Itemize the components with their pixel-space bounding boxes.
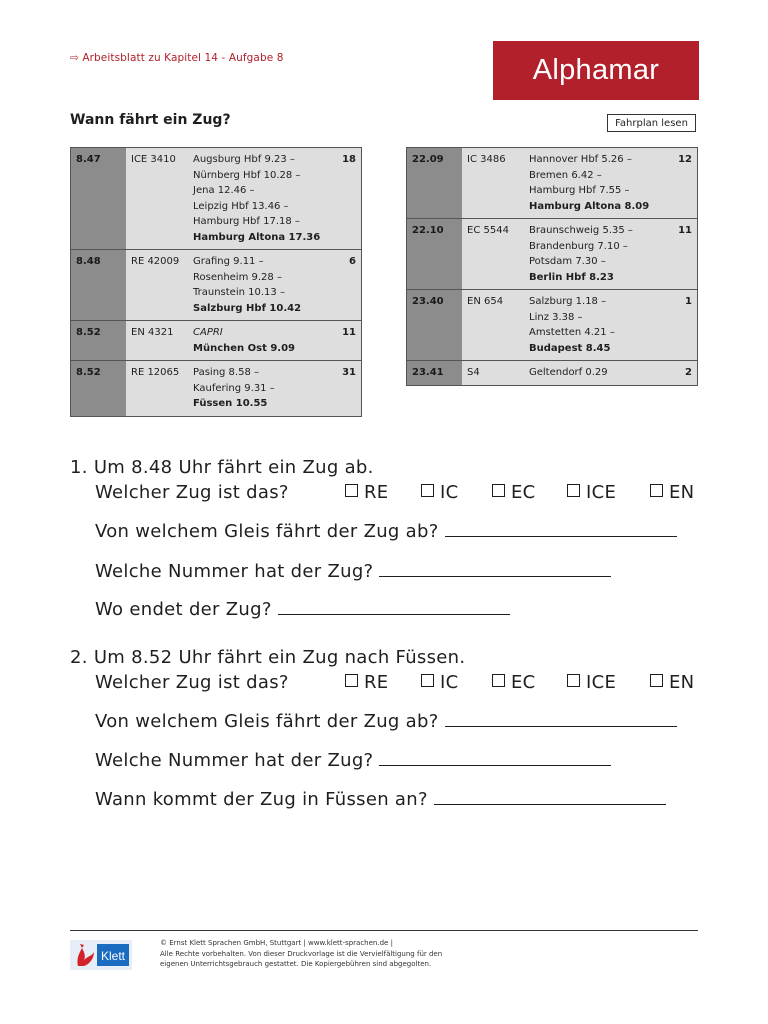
train-number: RE 42009 <box>126 250 188 321</box>
destination: Berlin Hbf 8.23 <box>529 271 614 283</box>
option-ic[interactable] <box>421 672 458 693</box>
stop: Hannover Hbf 5.26 – <box>529 154 632 165</box>
question-1-gleis-label: Von welchem Gleis fährt der Zug ab? <box>95 521 439 542</box>
option-label: EC <box>511 672 536 693</box>
timetable-row <box>71 361 362 417</box>
question-2-number: 2. <box>70 647 88 668</box>
timetable-right <box>406 147 698 386</box>
option-ic[interactable] <box>421 482 458 503</box>
stops <box>188 321 329 361</box>
checkbox-icon[interactable] <box>650 484 663 497</box>
destination: Hamburg Altona 17.36 <box>193 231 321 243</box>
stops <box>524 290 665 361</box>
departure-time: 23.41 <box>407 361 463 386</box>
stops <box>524 148 665 219</box>
departure-time: 8.48 <box>71 250 127 321</box>
option-label: RE <box>364 672 389 693</box>
stop: Amstetten 4.21 – <box>529 327 615 338</box>
question-2-gleis-row <box>95 710 677 732</box>
departure-time: 8.52 <box>71 321 127 361</box>
klett-logo-text: Klett <box>100 949 126 963</box>
option-label: EN <box>669 672 695 693</box>
stop: Hamburg Hbf 17.18 – <box>193 216 300 227</box>
stop: Jena 12.46 – <box>193 185 255 196</box>
question-2-last-label: Wann kommt der Zug in Füssen an? <box>95 789 428 810</box>
departure-time: 22.09 <box>407 148 463 219</box>
platform: 11 <box>665 219 698 290</box>
question-1-text: Um 8.48 Uhr fährt ein Zug ab. <box>93 457 374 478</box>
option-ec[interactable] <box>492 672 536 693</box>
departure-time: 22.10 <box>407 219 463 290</box>
option-label: RE <box>364 482 389 503</box>
question-2-nummer-answer[interactable] <box>379 749 611 766</box>
stop: Bremen 6.42 – <box>529 169 602 181</box>
platform: 12 <box>665 148 698 219</box>
option-en[interactable] <box>650 672 694 693</box>
footer-line-2: Alle Rechte vorbehalten. Von dieser Druckvorlage ist die Vervielfältigung für den <box>160 949 443 958</box>
question-2-gleis-answer[interactable] <box>445 710 677 727</box>
checkbox-icon[interactable] <box>650 674 663 687</box>
timetable-row <box>407 219 698 290</box>
footer-line-1: © Ernst Klett Sprachen GmbH, Stuttgart | www.klett-sprachen.de | <box>160 939 393 947</box>
stop: Salzburg 1.18 – <box>529 296 607 307</box>
checkbox-icon[interactable] <box>492 674 505 687</box>
option-label: IC <box>440 672 459 693</box>
train-number: ICE 3410 <box>126 148 188 250</box>
option-en[interactable] <box>650 482 694 503</box>
stop: Traunstein 10.13 – <box>193 287 285 298</box>
option-ice[interactable] <box>567 482 616 503</box>
option-ice[interactable] <box>567 672 616 693</box>
question-1-nummer-row <box>95 560 611 582</box>
stop: Pasing 8.58 – <box>193 367 260 378</box>
stop: Grafing 9.11 – <box>193 256 264 267</box>
destination: Füssen 10.55 <box>193 398 268 409</box>
train-number: RE 12065 <box>126 361 188 417</box>
departure-time: 8.52 <box>71 361 127 417</box>
question-1-number: 1. <box>70 457 88 478</box>
stop: Leipzig Hbf 13.46 – <box>193 200 289 212</box>
checkbox-icon[interactable] <box>567 674 580 687</box>
stops <box>188 361 329 417</box>
worksheet-reference: ⇨ Arbeitsblatt zu Kapitel 14 - Aufgabe 8 <box>70 52 284 64</box>
question-2-last-row <box>95 788 666 810</box>
option-ec[interactable] <box>492 482 536 503</box>
footer-line-3: eigenen Unterrichtsgebrauch gestattet. Die Kopiergebühren sind abgegolten. <box>160 960 432 968</box>
timetable-row <box>407 361 698 386</box>
destination: Salzburg Hbf 10.42 <box>193 302 302 314</box>
stop: Braunschweig 5.35 – <box>529 225 633 236</box>
platform: 1 <box>665 290 698 361</box>
question-2-nummer-label: Welche Nummer hat der Zug? <box>95 750 374 771</box>
option-label: ICE <box>586 482 617 503</box>
timetable-row <box>407 148 698 219</box>
question-2-which: Welcher Zug ist das? <box>95 672 289 693</box>
train-number: EN 654 <box>462 290 524 361</box>
question-2-last-answer[interactable] <box>434 788 666 805</box>
stop: Linz 3.38 – <box>529 311 583 323</box>
stops <box>188 148 329 250</box>
platform: 2 <box>665 361 698 386</box>
stops <box>524 219 665 290</box>
question-2-text: Um 8.52 Uhr fährt ein Zug nach Füssen. <box>93 647 466 668</box>
footer-divider <box>70 930 698 931</box>
checkbox-icon[interactable] <box>345 674 358 687</box>
stops <box>188 250 329 321</box>
train-number: EC 5544 <box>462 219 524 290</box>
departure-time: 23.40 <box>407 290 463 361</box>
destination: Hamburg Altona 8.09 <box>529 200 650 212</box>
checkbox-icon[interactable] <box>492 484 505 497</box>
stop: Rosenheim 9.28 – <box>193 271 282 283</box>
stop: Hamburg Hbf 7.55 – <box>529 185 630 196</box>
timetable-row <box>71 321 362 361</box>
question-2-gleis-label: Von welchem Gleis fährt der Zug ab? <box>95 711 439 732</box>
timetable-row <box>407 290 698 361</box>
option-label: EC <box>511 482 536 503</box>
klett-logo-icon <box>70 940 132 970</box>
question-1-which: Welcher Zug ist das? <box>95 482 289 503</box>
platform: 18 <box>329 148 362 250</box>
stops <box>524 361 665 386</box>
question-1-last-label: Wo endet der Zug? <box>95 599 272 620</box>
option-label: IC <box>440 482 459 503</box>
platform: 11 <box>329 321 362 361</box>
question-2-nummer-row <box>95 749 611 771</box>
stop: Brandenburg 7.10 – <box>529 240 628 252</box>
question-1-gleis-row <box>95 520 677 542</box>
stop: Geltendorf 0.29 <box>529 367 608 378</box>
stop: Kaufering 9.31 – <box>193 382 275 394</box>
timetable-row <box>71 148 362 250</box>
timetable-left <box>70 147 362 417</box>
klett-logo <box>70 940 130 970</box>
question-1-last-answer[interactable] <box>278 598 510 615</box>
option-re[interactable] <box>345 482 388 503</box>
option-re[interactable] <box>345 672 388 693</box>
stop: Augsburg Hbf 9.23 – <box>193 154 295 165</box>
checkbox-icon[interactable] <box>421 674 434 687</box>
checkbox-icon[interactable] <box>567 484 580 497</box>
question-1-gleis-answer[interactable] <box>445 520 677 537</box>
train-number: IC 3486 <box>462 148 524 219</box>
train-number: EN 4321 <box>126 321 188 361</box>
question-1-intro <box>70 457 374 478</box>
alphamar-logo: Alphamar <box>493 41 699 100</box>
stop: CAPRI <box>193 327 223 338</box>
topic-badge: Fahrplan lesen <box>607 114 696 132</box>
footer-copyright <box>160 938 480 970</box>
train-number: S4 <box>462 361 524 386</box>
option-label: EN <box>669 482 695 503</box>
departure-time: 8.47 <box>71 148 127 250</box>
question-1-nummer-answer[interactable] <box>379 560 611 577</box>
platform: 6 <box>329 250 362 321</box>
question-1-nummer-label: Welche Nummer hat der Zug? <box>95 561 374 582</box>
question-1-last-row <box>95 598 510 620</box>
stop: Potsdam 7.30 – <box>529 256 606 267</box>
question-2-intro <box>70 647 465 668</box>
option-label: ICE <box>586 672 617 693</box>
checkbox-icon[interactable] <box>345 484 358 497</box>
stop: Nürnberg Hbf 10.28 – <box>193 169 301 181</box>
destination: Budapest 8.45 <box>529 342 611 354</box>
page-title: Wann fährt ein Zug? <box>70 112 231 128</box>
platform: 31 <box>329 361 362 417</box>
checkbox-icon[interactable] <box>421 484 434 497</box>
timetable-row <box>71 250 362 321</box>
destination: München Ost 9.09 <box>193 342 296 354</box>
